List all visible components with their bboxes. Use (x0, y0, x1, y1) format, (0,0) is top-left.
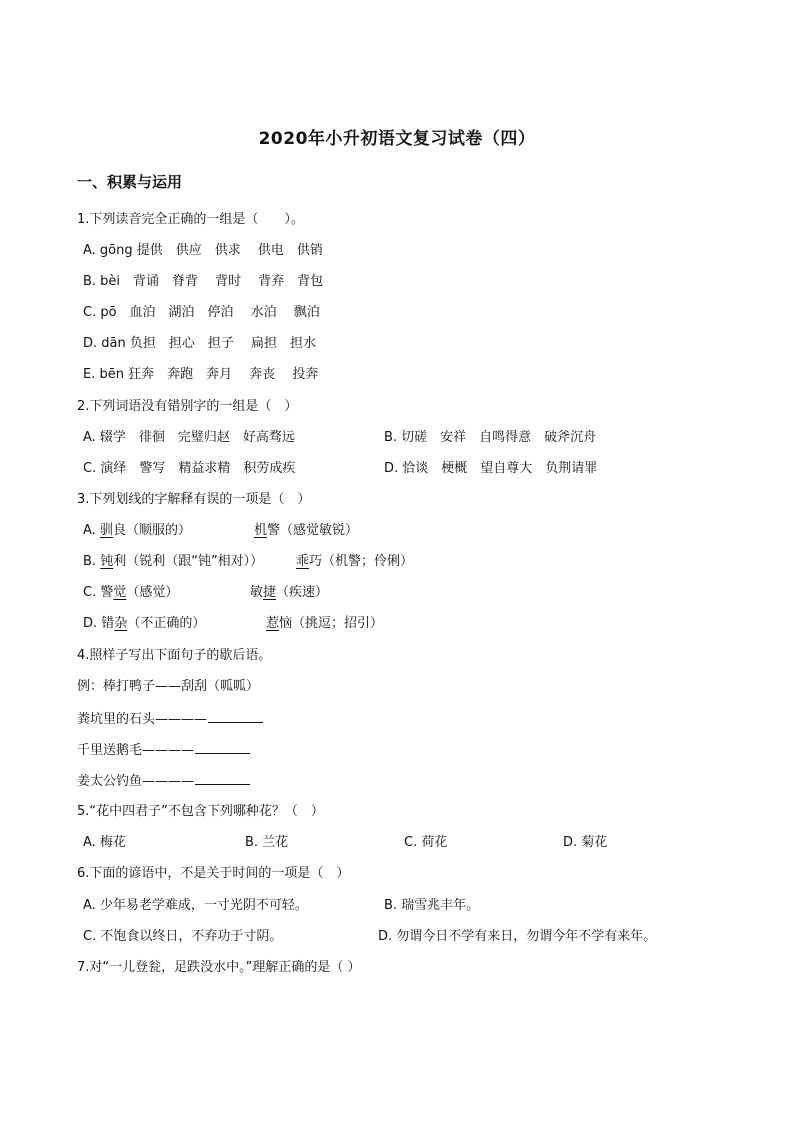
explanation-text: （疾速） (276, 585, 329, 600)
explanation-text: （感觉） (126, 585, 179, 600)
question-5-option-d: D. 菊花 (563, 835, 608, 850)
underlined-char: 钝 (100, 554, 114, 569)
underlined-char: 惹 (266, 616, 280, 631)
question-1-option-e: E. bēn 狂奔 奔跑 奔月 奔丧 投奔 (83, 367, 319, 382)
question-1-option-b: B. bèi 背诵 脊背 背时 背弃 背包 (83, 274, 324, 289)
explanation-text: 利（锐利（跟“钝”相对）） (113, 554, 264, 569)
item-text: 千里送鹅毛———— (77, 743, 195, 758)
word-prefix: 敏 (250, 585, 264, 600)
answer-blank[interactable] (208, 709, 263, 723)
question-2-stem: 2.下列词语没有错别字的一组是（ ） (77, 399, 298, 414)
underlined-char: 捷 (263, 585, 277, 600)
section-heading: 一、积累与运用 (77, 173, 183, 191)
question-1-option-c: C. pō 血泊 湖泊 停泊 水泊 飘泊 (83, 305, 320, 320)
underlined-char: 觉 (113, 585, 127, 600)
question-2-option-b: B. 切磋 安祥 自鸣得意 破斧沉舟 (384, 430, 597, 445)
question-4-item-1 (77, 709, 263, 729)
question-3-option-c: C. 警觉（感觉） (83, 585, 179, 600)
question-4-stem: 4.照样子写出下面句子的歇后语。 (77, 648, 272, 663)
question-3-option-b-second (296, 553, 413, 571)
question-5-option-b: B. 兰花 (245, 835, 289, 850)
question-3-option-d: D. 错杂（不正确的） (83, 616, 206, 631)
question-3-stem: 3.下列划线的字解释有误的一项是（ ） (77, 492, 311, 507)
question-7-stem: 7.对“一儿登瓮，足跌没水中。”理解正确的是（ ） (77, 960, 361, 975)
question-6-stem: 6.下面的谚语中，不是关于时间的一项是（ ） (77, 866, 350, 881)
question-2-option-a: A. 辍学 徘徊 完璧归赵 好高骛远 (83, 430, 295, 445)
question-3-option-c-second (250, 584, 328, 602)
question-6-option-c: C. 不饱食以终日，不弃功于寸阴。 (83, 929, 283, 944)
question-1-option-a: A. gōng 提供 供应 供求 供电 供销 (83, 243, 323, 258)
answer-blank[interactable] (195, 740, 250, 754)
exam-title: 2020年小升初语文复习试卷（四） (258, 129, 536, 149)
question-2-option-c: C. 演绎 警写 精益求精 积劳成疾 (83, 461, 296, 476)
explanation-text: 警（感觉敏锐） (267, 523, 359, 538)
underlined-char: 乖 (296, 554, 310, 569)
question-4-example: 例：棒打鸭子——刮刮（呱呱） (77, 679, 260, 694)
question-1-option-d: D. dān 负担 担心 担子 扁担 担水 (83, 336, 316, 351)
explanation-text: 恼（挑逗；招引） (279, 616, 384, 631)
question-4-item-2 (77, 740, 250, 760)
explanation-text: （不正确的） (127, 616, 206, 631)
explanation-text: 巧（机警；伶俐） (309, 554, 414, 569)
word-prefix: 错 (101, 616, 115, 631)
word-prefix: 警 (100, 585, 114, 600)
question-6-option-a: A. 少年易老学难成，一寸光阴不可轻。 (83, 898, 308, 913)
question-6-option-d: D. 勿谓今日不学有来日，勿谓今年不学有来年。 (378, 929, 657, 944)
question-5-option-c: C. 荷花 (404, 835, 448, 850)
question-6-option-b: B. 瑞雪兆丰年。 (384, 898, 480, 913)
question-3-option-a: A. 驯良（顺服的） (83, 523, 191, 538)
question-5-option-a: A. 梅花 (83, 835, 126, 850)
underlined-char: 杂 (114, 616, 128, 631)
question-3-option-d-second (266, 615, 383, 633)
item-text: 粪坑里的石头———— (77, 712, 208, 727)
explanation-text: 良（顺服的） (112, 523, 191, 538)
question-2-option-d: D. 恰谈 梗概 望自尊大 负荆请罪 (384, 461, 598, 476)
question-1-stem: 1.下列读音完全正确的一组是（ ）。 (77, 212, 304, 227)
underlined-char: 机 (254, 523, 268, 538)
item-text: 姜太公钓鱼———— (77, 774, 195, 789)
question-3-option-b: B. 钝利（锐利（跟“钝”相对）） (83, 554, 264, 569)
underlined-char: 驯 (99, 523, 113, 538)
answer-blank[interactable] (195, 771, 250, 785)
question-5-stem: 5.“花中四君子”不包含下列哪种花？（ ） (77, 804, 324, 819)
question-3-option-a-second (254, 522, 358, 540)
question-4-item-3 (77, 771, 250, 791)
